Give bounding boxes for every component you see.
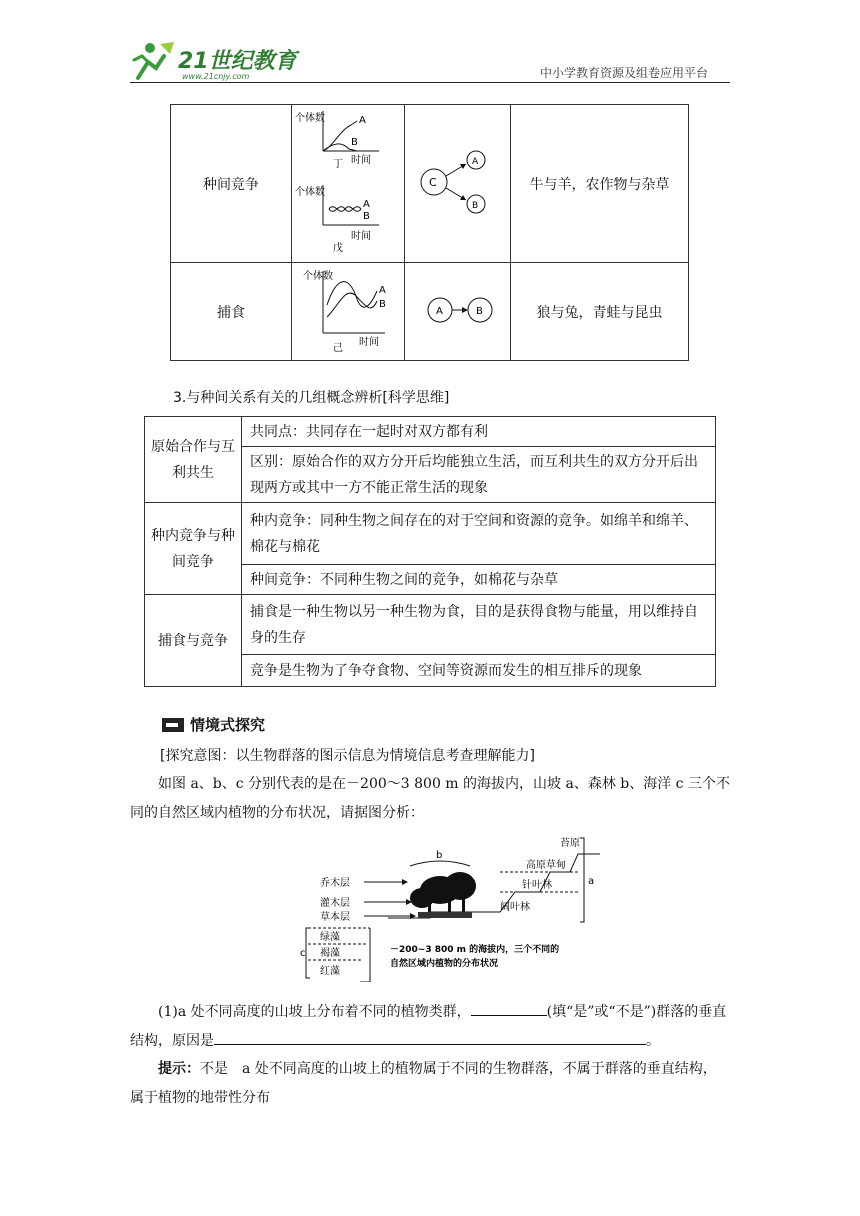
explore-heading — [162, 714, 265, 735]
vegetation-figure — [300, 832, 600, 982]
diagram-target: A — [471, 156, 478, 167]
runner-icon — [134, 42, 174, 78]
label-a: a — [588, 876, 595, 887]
logo — [130, 38, 300, 82]
answer-blank-1[interactable] — [471, 999, 547, 1016]
explore-heading-text: 情境式探究 — [190, 716, 266, 734]
chart-ding — [295, 111, 379, 170]
forest-icon — [410, 872, 476, 918]
caption: 戊 — [333, 242, 343, 254]
q1-end: 。 — [646, 1033, 660, 1049]
concept-item: 区别：原始合作的双方分开后均能独立生活，而互利共生的双方分开后出现两方或其中一方不能正常生活的现象 — [242, 447, 716, 503]
section-title: 3.与种间关系有关的几组概念辨析[科学思维] — [173, 390, 450, 406]
concept-category: 捕食与竞争 — [145, 595, 242, 687]
series-b: B — [379, 298, 386, 310]
table-row — [145, 503, 716, 565]
chart-ji — [303, 269, 386, 354]
xlabel: 时间 — [359, 336, 379, 348]
table-row — [145, 417, 716, 447]
series-a: A — [359, 114, 366, 126]
label-conifer: 针叶林 — [522, 880, 552, 891]
label-alpine: 高原草甸 — [526, 860, 566, 871]
diagram-target: B — [471, 200, 478, 211]
relation-table — [170, 104, 689, 361]
label-moss: 苔原 — [560, 838, 580, 849]
diagram-source: C — [428, 175, 437, 189]
hint-text: 不是 a 处不同高度的山坡上的植物属于不同的生物群落，不属于群落的垂直结构，属于植物的地带性分布 — [130, 1061, 717, 1106]
chart-cell — [292, 263, 405, 361]
label-shrub: 灌木层 — [320, 898, 350, 909]
label-red-algae: 红藻 — [320, 966, 340, 977]
xlabel: 时间 — [351, 230, 371, 242]
concept-category: 种内竞争与种间竞争 — [145, 503, 242, 595]
xlabel: 时间 — [351, 154, 371, 166]
series-a: A — [363, 198, 370, 210]
ylabel: 个体数 — [295, 112, 325, 124]
diagram-source: A — [435, 305, 443, 317]
label-brown-algae: 褐藻 — [320, 948, 340, 959]
series-b: B — [351, 136, 358, 148]
concept-item: 捕食是一种生物以另一种生物为食，目的是获得食物与能量，用以维持自身的生存 — [242, 595, 716, 655]
q1-part2: (填“是”或“不是”)群落的垂直结构，原因是 — [130, 1004, 727, 1049]
explore-intent: [探究意图：以生物群落的图示信息为情境信息考查理解能力] — [160, 748, 535, 764]
figure-caption-1: －200~3 800 m 的海拔内，三个不同的 — [390, 945, 560, 955]
question-1 — [130, 998, 730, 1056]
label-b: b — [436, 850, 443, 861]
platform-label: 中小学教育资源及组卷应用平台 — [540, 66, 709, 80]
label-c: c — [300, 948, 306, 959]
series-b: B — [363, 210, 370, 222]
explore-intro: 如图 a、b、c 分别代表的是在－200～3 800 m 的海拔内，山坡 a、森林 b、海洋 c 三个不同的自然区域内植物的分布状况，请据图分析： — [130, 776, 730, 821]
table-row — [171, 263, 689, 361]
answer-blank-2[interactable] — [214, 1028, 646, 1045]
diagram-cell — [405, 105, 511, 263]
logo-url: www.21cnjy.com — [182, 72, 250, 81]
label-green-algae: 绿藻 — [320, 932, 340, 943]
concept-item: 种间竞争：不同种生物之间的竞争，如棉花与杂草 — [242, 565, 716, 595]
arrow-icon — [162, 718, 184, 732]
relation-name: 捕食 — [171, 263, 292, 361]
relation-name: 种间竞争 — [171, 105, 292, 263]
label-broadleaf: 阔叶林 — [500, 902, 530, 913]
relation-example: 牛与羊，农作物与杂草 — [511, 105, 689, 263]
concept-item: 种内竞争：同种生物之间存在的对于空间和资源的竞争。如绵羊和绵羊、棉花与棉花 — [242, 503, 716, 565]
q1-part1: (1)a 处不同高度的山坡上分布着不同的植物类群， — [158, 1004, 471, 1020]
concept-table — [144, 416, 716, 687]
diagram-cell — [405, 263, 511, 361]
diagram-target: B — [475, 305, 483, 317]
ylabel: 个体数 — [303, 270, 333, 282]
logo-text: 21世纪教育 — [178, 49, 297, 74]
caption: 丁 — [333, 158, 343, 170]
table-row — [171, 105, 689, 263]
concept-category: 原始合作与互利共生 — [145, 417, 242, 503]
series-a: A — [379, 284, 386, 296]
relation-example: 狼与兔，青蛙与昆虫 — [511, 263, 689, 361]
concept-item: 共同点：共同存在一起时对双方都有利 — [242, 417, 716, 447]
hint-label: 提示： — [158, 1061, 200, 1077]
chart-wu — [295, 185, 379, 254]
hint — [130, 1055, 730, 1113]
header-divider — [130, 82, 730, 83]
label-herb: 草本层 — [320, 912, 350, 923]
ylabel: 个体数 — [295, 186, 325, 198]
table-row — [145, 595, 716, 655]
concept-item: 竞争是生物为了争夺食物、空间等资源而发生的相互排斥的现象 — [242, 655, 716, 687]
caption: 己 — [333, 342, 343, 354]
figure-caption-2: 自然区域内植物的分布状况 — [390, 959, 499, 969]
label-tree: 乔木层 — [320, 878, 350, 889]
chart-cell — [292, 105, 405, 263]
